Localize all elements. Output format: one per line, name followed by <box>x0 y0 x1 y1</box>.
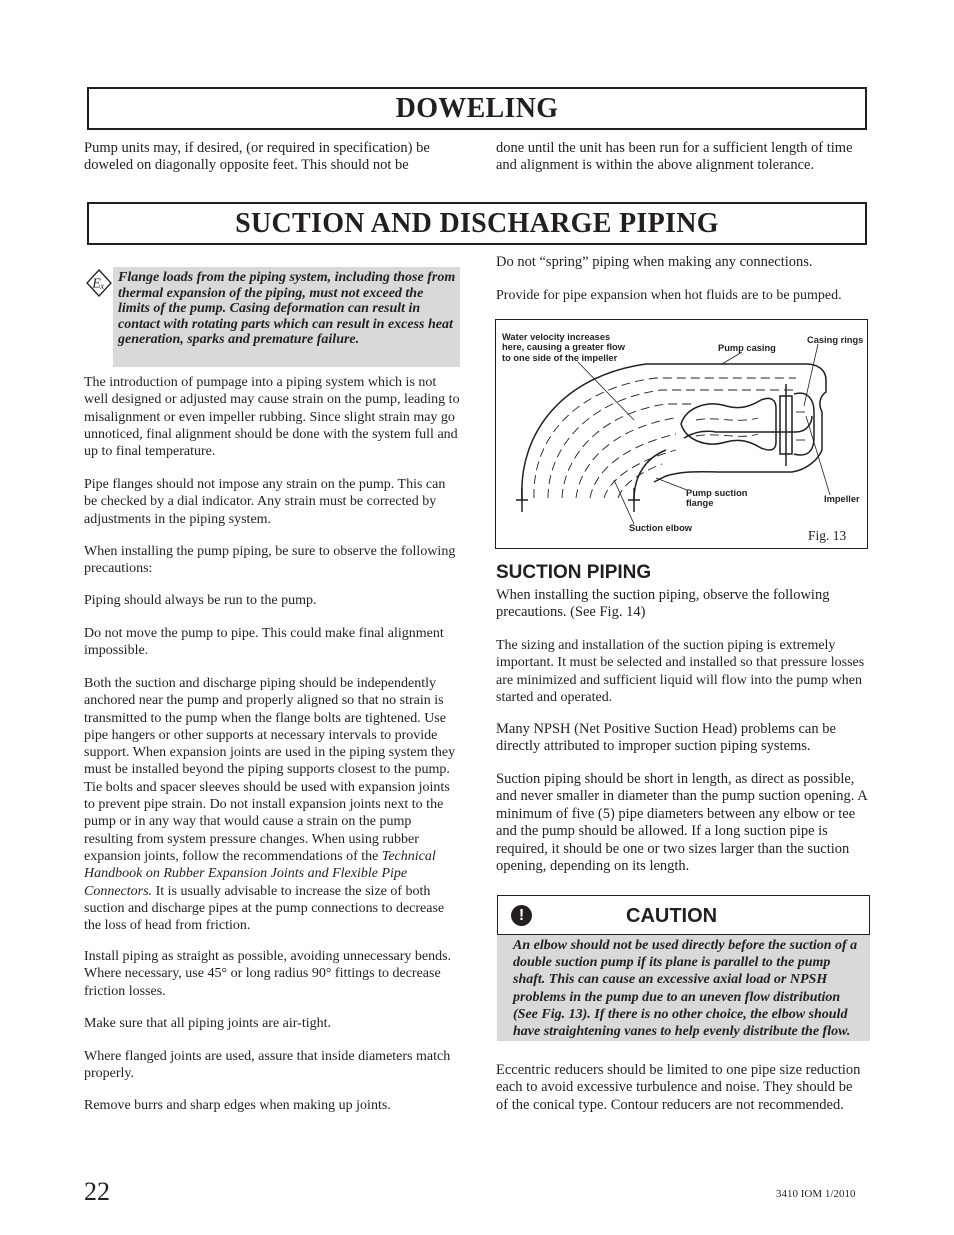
doweling-text-col2: done until the unit has been run for a sufficient length of time and alignment is within the above alignment tolerance. <box>496 140 853 174</box>
figure-13-caption: Fig. 13 <box>808 528 847 543</box>
svg-text:E: E <box>92 276 101 292</box>
paragraph-air-tight: Make sure that all piping joints are air-tight. <box>84 1016 331 1031</box>
anchoring-text-before: Both the suction and discharge piping should be independently anchored near the pump and properly aligned so that no strain is transmitted to the pump when the flange bolts are tightened. Use pipe hangers or other supports at necessary intervals to provide support. When expansion joints are used in the piping system they must be installed beyond the piping supports closest to the pump. Tie bolts and spacer sleeves should be used with expansion joints to prevent pipe strain. Do not install expansion joints next to the pump or in any way that would cause a strain on the pump resulting from system pressure changes. When using rubber expansion joints, follow the recommendations of the <box>84 676 456 864</box>
flange-load-warning-text: Flange loads from the piping system, including those from thermal expansion of the piping, must not exceed the limits of the pump. Casing deformation can result in contact with rotating parts which can result in excess heat generation, sparks and premature failure. <box>118 270 456 348</box>
label-water-velocity <box>502 332 625 363</box>
label-water-velocity-line-1: Water velocity increases <box>502 332 611 342</box>
flange-load-warning <box>113 267 460 367</box>
suction-piping-heading: SUCTION PIPING <box>496 562 652 583</box>
paragraph-suction-precautions: When installing the suction piping, observe the following precautions. (See Fig. 14) <box>496 587 830 621</box>
label-pump-suction-flange-line-2: flange <box>686 498 714 509</box>
paragraph-eccentric-reducers: Eccentric reducers should be limited to one pipe size reduction each to avoid excessive turbulence and noise. They should be of the conical type. Contour reducers are not recommended. <box>496 1062 861 1113</box>
exclamation-icon: ! <box>511 905 532 926</box>
explosion-proof-ex-icon <box>84 268 114 298</box>
paragraph-remove-burrs: Remove burrs and sharp edges when making up joints. <box>84 1098 391 1113</box>
paragraph-pipe-expansion: Provide for pipe expansion when hot fluids are to be pumped. <box>496 288 842 303</box>
paragraph-anchoring <box>84 675 462 934</box>
label-water-velocity-line-3: to one side of the impeller <box>502 352 618 363</box>
paragraph-run-to-pump: Piping should always be run to the pump. <box>84 593 317 608</box>
paragraph-straight-piping: Install piping as straight as possible, avoiding unnecessary bends. Where necessary, use 45° or long radius 90° fittings to decrease friction losses. <box>84 949 452 999</box>
label-pump-suction-flange-line-1: Pump suction <box>686 488 748 498</box>
label-pump-casing: Pump casing <box>718 343 776 353</box>
label-impeller: Impeller <box>824 494 860 504</box>
piping-title: SUCTION AND DISCHARGE PIPING <box>235 207 719 239</box>
figure-13 <box>495 319 868 549</box>
piping-heading <box>87 202 867 245</box>
doweling-text-col1: Pump units may, if desired, (or required in specification) be doweled on diagonally opposite feet. This should not be <box>84 140 430 174</box>
label-pump-suction-flange <box>686 488 747 509</box>
doweling-heading <box>87 87 867 130</box>
caution-title: CAUTION <box>626 905 718 927</box>
paragraph-flanged-joints: Where flanged joints are used, assure that inside diameters match properly. <box>84 1049 451 1082</box>
paragraph-do-not-spring: Do not “spring” piping when making any connections. <box>496 254 813 270</box>
caution-box <box>497 935 870 1041</box>
page-number: 22 <box>84 1177 110 1206</box>
label-suction-elbow: Suction elbow <box>629 523 693 533</box>
paragraph-pipe-flanges: Pipe flanges should not impose any strain on the pump. This can be checked by a dial indicator. Any strain must be corrected by adjustments in the piping system. <box>84 477 446 527</box>
paragraph-suction-length: Suction piping should be short in length, as direct as possible, and never smaller in diameter than the pump suction opening. A minimum of five (5) pipe diameters between any elbow or tee and the pump should be allowed. If a long suction pipe is required, it should be one or two sizes larger than the suction opening, depending on its length. <box>496 771 867 875</box>
paragraph-pumpage-intro: The introduction of pumpage into a piping system which is not well designed or adjusted may cause strain on the pump, leading to misalignment or even impeller rubbing. Since slight strain may go unnoticed, final alignment should be done with the system full and up to final temperature. <box>84 375 460 460</box>
document-id: 3410 IOM 1/2010 <box>776 1188 856 1200</box>
paragraph-do-not-move: Do not move the pump to pipe. This could make final alignment impossible. <box>84 626 444 659</box>
label-casing-rings: Casing rings <box>807 335 864 345</box>
paragraph-sizing: The sizing and installation of the suction piping is extremely important. It must be selected and installed so that pressure losses are minimized and sufficient liquid will flow into the pump when started and operated. <box>496 638 865 706</box>
paragraph-precautions: When installing the pump piping, be sure to observe the following precautions: <box>84 544 456 577</box>
label-water-velocity-line-2: here, causing a greater flow <box>502 342 625 353</box>
caution-text: An elbow should not be used directly before the suction of a double suction pump if its plane is parallel to the pump shaft. This can cause an excessive axial load or NPSH problems in the pump due to an uneven flow distribution (See Fig. 13). If there is no other choice, the elbow should have straightening vanes to help evenly distribute the flow. <box>513 938 858 1040</box>
caution-header <box>497 895 870 935</box>
paragraph-npsh: Many NPSH (Net Positive Suction Head) problems can be directly attributed to improper suction piping systems. <box>496 721 836 755</box>
doweling-title: DOWELING <box>395 92 559 124</box>
anchoring-text-after: It is usually advisable to increase the size of both suction and discharge pipes at the pump connections to decrease the loss of head from friction. <box>84 883 445 934</box>
anchoring-handbook-title: Technical Handbook on Rubber Expansion Joints and Flexible Pipe Connectors. <box>84 848 436 899</box>
svg-text:x: x <box>100 281 105 291</box>
